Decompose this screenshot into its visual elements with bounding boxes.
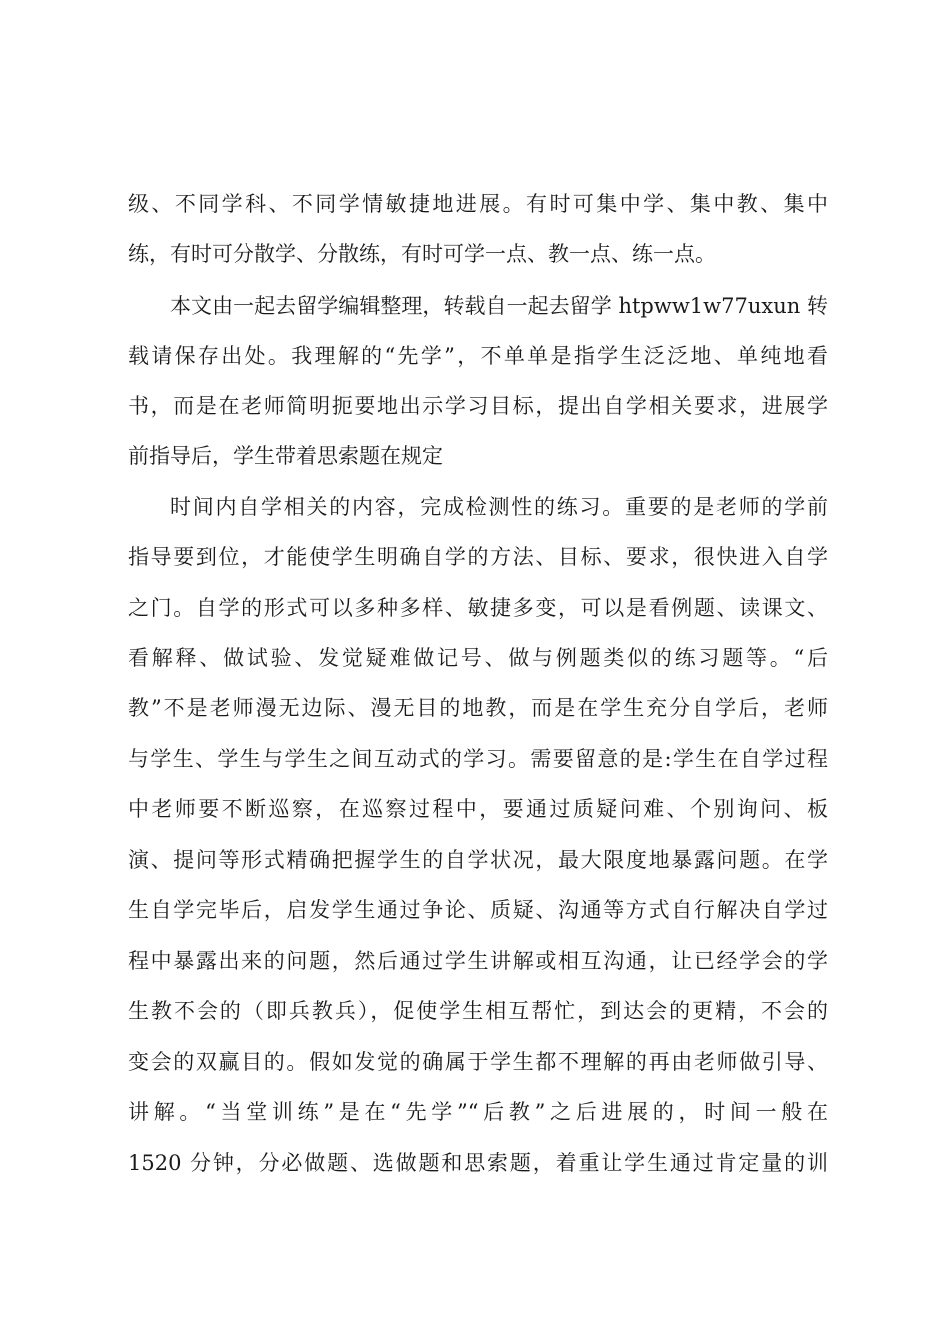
paragraph-3-line-8: 演、提问等形式精确把握学生的自学状况，最大限度地暴露问题。在学: [128, 848, 828, 872]
paragraph-3-line-13: 讲解。“当堂训练”是在“先学”“后教”之后进展的，时间一般在: [128, 1100, 828, 1124]
paragraph-1-line-2: 练，有时可分散学、分散练，有时可学一点、教一点、练一点。: [128, 242, 716, 266]
paragraph-3-line-5: 教”不是老师漫无边际、漫无目的地教，而是在学生充分自学后，老师: [128, 696, 828, 720]
paragraph-3-line-7: 中老师要不断巡察，在巡察过程中，要通过质疑问难、个别询问、板: [128, 797, 828, 821]
paragraph-3-line-6: 与学生、学生与学生之间互动式的学习。需要留意的是:学生在自学过程: [128, 747, 828, 771]
paragraph-3-line-9: 生自学完毕后，启发学生通过争论、质疑、沟通等方式自行解决自学过: [128, 898, 828, 922]
paragraph-3-line-2: 指导要到位，才能使学生明确自学的方法、目标、要求，很快进入自学: [128, 545, 828, 569]
paragraph-3-line-4: 看解释、做试验、发觉疑难做记号、做与例题类似的练习题等。“后: [128, 646, 828, 670]
paragraph-2-line-1: 本文由一起去留学编辑整理，转载自一起去留学 htpww1w77uxun 转: [170, 294, 828, 318]
paragraph-3-line-3: 之门。自学的形式可以多种多样、敏捷多变，可以是看例题、读课文、: [128, 596, 828, 620]
paragraph-3-line-11: 生教不会的（即兵教兵），促使学生相互帮忙，到达会的更精，不会的: [128, 999, 828, 1023]
paragraph-3-line-14: 1520 分钟，分必做题、选做题和思索题，着重让学生通过肯定量的训: [128, 1151, 828, 1175]
paragraph-3-line-10: 程中暴露出来的问题，然后通过学生讲解或相互沟通，让已经学会的学: [128, 949, 828, 973]
paragraph-2-line-4: 前指导后，学生带着思索题在规定: [128, 444, 443, 468]
paragraph-1-line-1: 级、不同学科、不同学情敏捷地进展。有时可集中学、集中教、集中: [128, 192, 828, 216]
paragraph-3-line-12: 变会的双赢目的。假如发觉的确属于学生都不理解的再由老师做引导、: [128, 1050, 828, 1074]
paragraph-2-line-2: 载请保存出处。我理解的“先学”，不单单是指学生泛泛地、单纯地看: [128, 344, 828, 368]
paragraph-3-line-1: 时间内自学相关的内容，完成检测性的练习。重要的是老师的学前: [170, 495, 828, 519]
paragraph-2-line-3: 书，而是在老师简明扼要地出示学习目标，提出自学相关要求，进展学: [128, 394, 828, 418]
